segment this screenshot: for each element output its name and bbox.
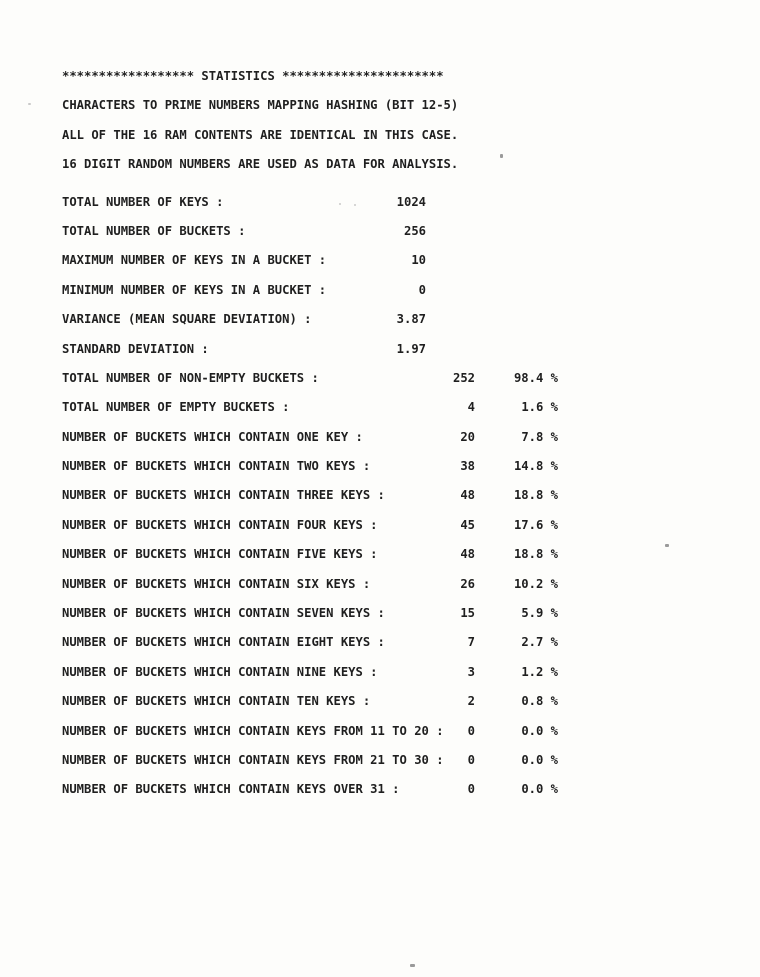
stat-percent: 0.0 % [521, 723, 558, 738]
stat-percent: 98.4 % [513, 370, 558, 385]
stat-percent: 0.0 % [521, 752, 558, 767]
stat-label: NUMBER OF BUCKETS WHICH CONTAIN TEN KEYS : [62, 694, 371, 709]
stat-percent: 18.8 % [513, 547, 558, 562]
stat-percent: 1.2 % [521, 664, 558, 679]
stat-row [62, 423, 562, 452]
stat-percent: 0.8 % [521, 694, 558, 709]
stat-percent: 2.7 % [521, 635, 558, 650]
stat-label: NUMBER OF BUCKETS WHICH CONTAIN FOUR KEYS : [62, 517, 378, 532]
stat-percent: 18.8 % [513, 488, 558, 503]
stat-row [62, 335, 562, 364]
stat-label: TOTAL NUMBER OF BUCKETS : [62, 223, 246, 238]
description-line: CHARACTERS TO PRIME NUMBERS MAPPING HASHING (BIT 12-5) [62, 98, 459, 113]
stat-row [62, 305, 562, 334]
description-line: ALL OF THE 16 RAM CONTENTS ARE IDENTICAL IN THIS CASE. [62, 127, 459, 142]
stat-count: 0 [467, 782, 475, 797]
stat-value: 10 [411, 253, 426, 268]
stat-row [62, 217, 562, 246]
scan-speck [500, 154, 503, 158]
stat-count: 4 [467, 400, 475, 415]
stat-row [62, 511, 562, 540]
stat-count: 0 [467, 723, 475, 738]
stat-row [62, 746, 562, 775]
statistics-header: ****************** STATISTICS ********************** [62, 69, 444, 83]
stat-count: 20 [460, 429, 475, 444]
stat-count: 2 [467, 694, 475, 709]
stat-value: 256 [403, 223, 426, 238]
stat-label: NUMBER OF BUCKETS WHICH CONTAIN ONE KEY : [62, 429, 363, 444]
stat-row [62, 687, 562, 716]
stat-label: NUMBER OF BUCKETS WHICH CONTAIN FIVE KEYS : [62, 547, 378, 562]
stat-row [62, 276, 562, 305]
stat-count: 48 [460, 488, 475, 503]
stat-label: TOTAL NUMBER OF NON-EMPTY BUCKETS : [62, 370, 319, 385]
stat-count: 26 [460, 576, 475, 591]
stat-label: NUMBER OF BUCKETS WHICH CONTAIN NINE KEYS : [62, 664, 378, 679]
stat-label: MAXIMUM NUMBER OF KEYS IN A BUCKET : [62, 253, 327, 268]
stat-row [62, 246, 562, 275]
stat-label: NUMBER OF BUCKETS WHICH CONTAIN EIGHT KEYS : [62, 635, 385, 650]
stat-row [62, 570, 562, 599]
scan-speck [410, 964, 415, 967]
stat-percent: 14.8 % [513, 459, 558, 474]
stat-row [62, 717, 562, 746]
report-body [62, 62, 562, 805]
stat-row [62, 481, 562, 510]
stat-label: STANDARD DEVIATION : [62, 341, 209, 356]
stat-percent: 5.9 % [521, 606, 558, 621]
stat-row [62, 452, 562, 481]
stat-value: 0 [418, 282, 426, 297]
stat-label: NUMBER OF BUCKETS WHICH CONTAIN KEYS FROM 21 TO 30 : [62, 752, 444, 767]
stat-count: 3 [467, 664, 475, 679]
description-block [62, 91, 562, 179]
stat-count: 7 [467, 635, 475, 650]
stat-row [62, 393, 562, 422]
stat-label: TOTAL NUMBER OF EMPTY BUCKETS : [62, 400, 290, 415]
stat-label: NUMBER OF BUCKETS WHICH CONTAIN KEYS OVER 31 : [62, 782, 400, 797]
stat-label: NUMBER OF BUCKETS WHICH CONTAIN SIX KEYS : [62, 576, 371, 591]
stat-row [62, 364, 562, 393]
stat-label: MINIMUM NUMBER OF KEYS IN A BUCKET : [62, 282, 327, 297]
scan-speck [28, 103, 31, 105]
stat-count: 38 [460, 459, 475, 474]
description-line: 16 DIGIT RANDOM NUMBERS ARE USED AS DATA FOR ANALYSIS. [62, 157, 459, 172]
stat-percent: 7.8 % [521, 429, 558, 444]
stat-percent: 1.6 % [521, 400, 558, 415]
stat-value: 1024 [396, 194, 426, 209]
stat-value: 1.97 [396, 341, 426, 356]
stat-label: VARIANCE (MEAN SQUARE DEVIATION) : [62, 312, 312, 327]
stat-count: 0 [467, 752, 475, 767]
stat-percent: 0.0 % [521, 782, 558, 797]
scan-speck [665, 544, 669, 547]
stat-row [62, 188, 562, 217]
distribution-stats-group [62, 364, 562, 805]
stat-label: TOTAL NUMBER OF KEYS : [62, 194, 224, 209]
stat-count: 48 [460, 547, 475, 562]
stat-label: NUMBER OF BUCKETS WHICH CONTAIN KEYS FROM 11 TO 20 : [62, 723, 444, 738]
stat-row [62, 540, 562, 569]
stat-row [62, 775, 562, 804]
summary-stats-group [62, 188, 562, 364]
stat-count: 15 [460, 606, 475, 621]
stat-count: 252 [452, 370, 475, 385]
stat-label: NUMBER OF BUCKETS WHICH CONTAIN THREE KEYS : [62, 488, 385, 503]
stat-row [62, 658, 562, 687]
stat-row [62, 628, 562, 657]
scan-speck [339, 203, 341, 205]
scan-speck [354, 204, 356, 206]
stat-percent: 10.2 % [513, 576, 558, 591]
stat-count: 45 [460, 517, 475, 532]
stat-value: 3.87 [396, 312, 426, 327]
stat-percent: 17.6 % [513, 517, 558, 532]
stat-label: NUMBER OF BUCKETS WHICH CONTAIN TWO KEYS : [62, 459, 371, 474]
stat-label: NUMBER OF BUCKETS WHICH CONTAIN SEVEN KEYS : [62, 606, 385, 621]
stat-row [62, 599, 562, 628]
